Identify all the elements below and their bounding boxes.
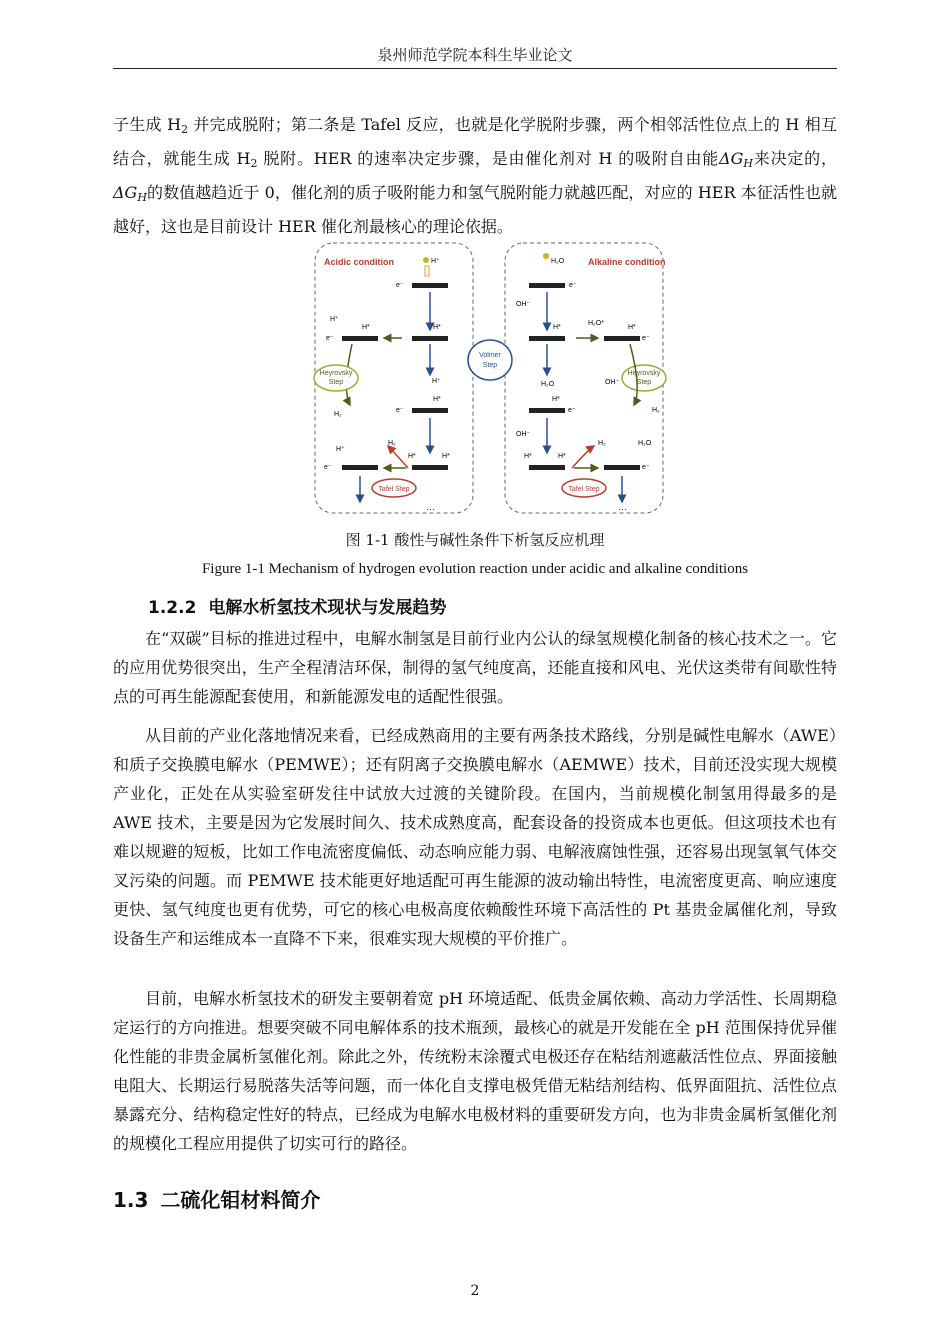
arrow-icon xyxy=(572,446,594,468)
h2o-label: H₂O xyxy=(541,381,555,388)
text-run: 的数值越趋近于 0，催化剂的质子吸附能力和氢气脱附能力就越匹配，对应的 HER 本征活性也就越好，这也是目前设计 HER 催化剂最核心的理论依据。 xyxy=(113,183,837,236)
page-number: 2 xyxy=(470,1283,480,1299)
heyrovsky-label: Heyrovsky xyxy=(627,370,661,377)
body-paragraph: 目前，电解水析氢技术的研发主要朝着宽 pH 环境适配、低贵金属依赖、高动力学活性、长周期稳定运行的方向推进。想要突破不同电解体系的技术瓶颈，最核心的就是开发能在全 pH 范围保持优异催化性能的非贵金属析氢催化剂。除此之外，传统粉末涂覆式电极还存在粘结剂遮蔽活性位点、界面接触电阻大、长期运行易脱落失活等问题，而一体化自支撑电极凭借无粘结剂结构、低界面阻抗、活性位点暴露充分、结构稳定性好的特点，已经成为电解水电极材料的重要研发方向，也为非贵金属析氢催化剂的规模化工程应用提供了切实可行的路径。 xyxy=(113,989,837,1153)
delta-g-symbol: ΔG xyxy=(719,149,744,168)
h-plus-label: H⁺ xyxy=(330,316,339,323)
h2o-label: H₂O xyxy=(551,258,565,265)
subscript: 2 xyxy=(250,157,258,170)
h-star-label: H* xyxy=(628,324,636,331)
intro-paragraph xyxy=(113,110,837,241)
h-star-label: H* xyxy=(442,453,450,460)
hydrogen-atom-icon xyxy=(543,253,549,259)
h-plus-label: H⁺ xyxy=(336,446,345,453)
text-run: 并完成脱附；第二条是 Tafel 反应，也就是化学脱附步骤，两个相邻活性位点上的 H 相互 xyxy=(188,115,837,134)
electrode xyxy=(529,283,565,288)
her-mechanism-figure xyxy=(312,240,668,518)
h-plus-label: H⁺ xyxy=(431,258,440,265)
electron-label: e⁻ xyxy=(642,464,650,471)
text-run: 来决定的， xyxy=(752,149,837,168)
subscript: 2 xyxy=(181,123,189,136)
electrode xyxy=(342,336,378,341)
electron-label: e⁻ xyxy=(642,335,650,342)
continuation-dots: … xyxy=(618,502,627,512)
electron-label: e⁻ xyxy=(326,335,334,342)
h-plus-label: H⁺ xyxy=(432,378,441,385)
electrode xyxy=(412,283,448,288)
electrode xyxy=(529,336,565,341)
subscript: H xyxy=(743,157,753,170)
tafel-label: Tafel Step xyxy=(378,486,410,493)
hydroxide-label: OH⁻ xyxy=(516,301,531,308)
alkaline-label: Alkaline condition xyxy=(588,257,666,267)
section-number: 1.3 xyxy=(113,1188,149,1212)
h2-label: H₂ xyxy=(334,411,342,418)
electrode xyxy=(412,336,448,341)
h-star-label: H* xyxy=(524,453,532,460)
electrode xyxy=(412,465,448,470)
text-run: 结合，就能生成 H xyxy=(113,149,251,168)
h-star-label: H* xyxy=(552,396,560,403)
heyrovsky-label: Step xyxy=(636,379,652,386)
heyrovsky-label: Step xyxy=(328,379,344,386)
arrow-icon xyxy=(425,266,429,276)
h-star-label: H* xyxy=(433,324,441,331)
arrow-icon xyxy=(388,446,408,468)
hydroxide-label: OH⁻ xyxy=(516,431,531,438)
electrode xyxy=(412,408,448,413)
running-header: 泉州师范学院本科生毕业论文 xyxy=(377,46,573,64)
h2o-star-label: H₂O* xyxy=(588,320,604,327)
h-star-label: H* xyxy=(553,324,561,331)
heyrovsky-label: Heyrovsky xyxy=(319,370,353,377)
tafel-label: Tafel Step xyxy=(568,486,600,493)
body-paragraph: 在“双碳”目标的推进过程中，电解水制氢是目前行业内公认的绿氢规模化制备的核心技术之一。它的应用优势很突出，生产全程清洁环保，制得的氢气纯度高，还能直接和风电、光伏这类带有间歇性特点的可再生能源配套使用，和新能源发电的适配性很强。 xyxy=(113,629,837,706)
h2o-label: H₂O xyxy=(638,440,652,447)
continuation-dots: … xyxy=(426,502,435,512)
volmer-label: Step xyxy=(482,362,498,369)
electron-label: e⁻ xyxy=(396,407,404,414)
subscript: H xyxy=(137,191,147,204)
h-star-label: H* xyxy=(362,324,370,331)
h-star-label: H* xyxy=(433,396,441,403)
electrode xyxy=(529,408,565,413)
electrode xyxy=(342,465,378,470)
volmer-step-badge xyxy=(468,340,512,380)
acidic-label: Acidic condition xyxy=(324,257,395,267)
electron-label: e⁻ xyxy=(568,407,576,414)
header-rule xyxy=(113,68,837,69)
text-run: 子生成 H xyxy=(113,115,182,134)
heyrovsky-step-badge xyxy=(622,365,666,391)
electrode xyxy=(529,465,565,470)
section-title: 电解水析氢技术现状与发展趋势 xyxy=(208,598,447,618)
h-star-label: H* xyxy=(558,453,566,460)
hydrogen-atom-icon xyxy=(423,257,429,263)
h2-label: H₂ xyxy=(652,407,660,414)
electron-label: e⁻ xyxy=(324,464,332,471)
section-heading-1-2-2 xyxy=(148,593,446,618)
electrode xyxy=(604,336,640,341)
h-star-label: H* xyxy=(408,453,416,460)
electrode xyxy=(604,465,640,470)
h2-label: H₂ xyxy=(388,440,396,447)
figure-caption-en: Figure 1-1 Mechanism of hydrogen evolution reaction under acidic and alkaline conditions xyxy=(201,561,749,577)
volmer-label: Volmer xyxy=(479,352,501,359)
section-heading-1-3 xyxy=(113,1184,320,1213)
electron-label: e⁻ xyxy=(396,282,404,289)
delta-g-symbol: ΔG xyxy=(113,183,138,202)
text-run: 脱附。HER 的速率决定步骤，是由催化剂对 H 的吸附自由能 xyxy=(257,149,720,168)
h2-label: H₂ xyxy=(598,440,606,447)
figure-caption-cn: 图 1-1 酸性与碱性条件下析氢反应机理 xyxy=(345,531,605,549)
section-title: 二硫化钼材料简介 xyxy=(160,1188,321,1212)
heyrovsky-step-badge xyxy=(314,365,358,391)
electron-label: e⁻ xyxy=(569,282,577,289)
hydroxide-label: OH⁻ xyxy=(605,379,620,386)
her-mechanism-diagram xyxy=(312,240,668,518)
body-paragraph: 从目前的产业化落地情况来看，已经成熟商用的主要有两条技术路线，分别是碱性电解水（AWE）和质子交换膜电解水（PEMWE）；还有阴离子交换膜电解水（AEMWE）技术，目前还没实现大规模产业化，正处在从实验室研发往中试放大过渡的关键阶段。在国内，当前规模化制氢用得最多的是 AWE 技术，主要是因为它发展时间久、技术成熟度高，配套设备的投资成本也更低。但这项技术也有难以规避的短板，比如工作电流密度偏低、动态响应能力弱、电解液腐蚀性强，还容易出现氢氧气体交叉污染的问题。而 PEMWE 技术能更好地适配可再生能源的波动输出特性，电流密度更高、响应速度更快、氢气纯度也更有优势，可它的核心电极高度依赖酸性环境下高活性的 Pt 基贵金属催化剂，导致设备生产和运维成本一直降不下来，很难实现大规模的平价推广。 xyxy=(113,726,837,948)
section-number: 1.2.2 xyxy=(148,598,197,618)
